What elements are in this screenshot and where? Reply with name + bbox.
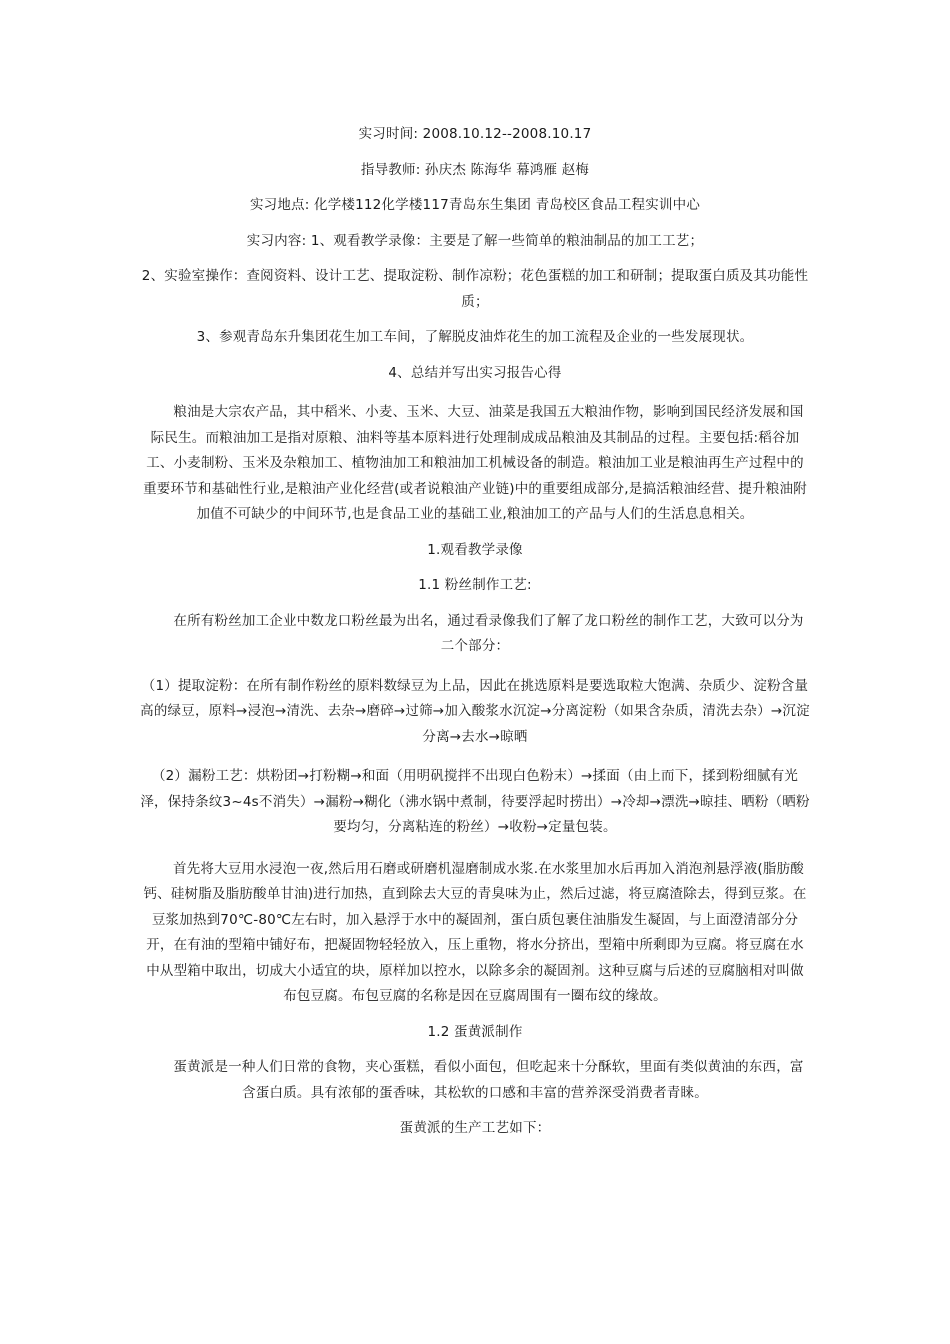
tofu-paragraph: 首先将大豆用水浸泡一夜,然后用石磨或研磨机湿磨制成水浆.在水浆里加水后再加入消泡剂悬浮液(脂肪酸钙、硅树脂及脂肪酸单甘油)进行加热，直到除去大豆的青臭味为止，然后过滤，将豆腐渣除去，得到豆浆。在豆浆加热到70℃-80℃左右时，加入悬浮于水中的凝固剂，蛋白质包裹住油脂发生凝固，与上面澄清部分分开，在有油的型箱中铺好布，把凝固物轻轻放入，压上重物，将水分挤出，型箱中所剩即为豆腐。将豆腐在水中从型箱中取出，切成大小适宜的块，原样加以控水，以除多余的凝固剂。这种豆腐与后述的豆腐脑相对叫做布包豆腐。布包豆腐的名称是因在豆腐周围有一圈布纹的缘故。: [143, 860, 807, 1004]
internship-content-1: 实习内容: 1、观看教学录像：主要是了解一些简单的粮油制品的加工工艺；: [246, 232, 704, 249]
internship-location: 实习地点: 化学楼112化学楼117青岛东生集团 青岛校区食品工程实训中心: [249, 197, 701, 213]
egg-pie-process-heading: 蛋黄派的生产工艺如下：: [399, 1120, 551, 1136]
internship-time: 实习时间: 2008.10.12--2008.10.17: [358, 126, 592, 142]
section-1-1-title: 1.1 粉丝制作工艺:: [418, 577, 532, 593]
section-1-title: 1.观看教学录像: [427, 541, 523, 558]
section-1-1-intro: 在所有粉丝加工企业中数龙口粉丝最为出名，通过看录像我们了解了龙口粉丝的制作工艺，大致可以分为二个部分：: [173, 612, 804, 654]
intro-paragraph: 粮油是大宗农产品，其中稻米、小麦、玉米、大豆、油菜是我国五大粮油作物，影响到国民经济发展和国际民生。而粮油加工是指对原粮、油料等基本原料进行处理制成成品粮油及其制品的过程。主要包括:稻谷加工、小麦制粉、玉米及杂粮加工、植物油加工和粮油加工机械设备的制造。粮油加工业是粮油再生产过程中的重要环节和基础性行业,是粮油产业化经营(或者说粮油产业链)中的重要组成部分,是搞活粮油经营、提升粮油附加值不可缺少的中间环节,也是食品工业的基础工业,粮油加工的产品与人们的生活息息相关。: [143, 404, 807, 522]
egg-pie-paragraph: 蛋黄派是一种人们日常的食物，夹心蛋糕，看似小面包，但吃起来十分酥软，里面有类似黄油的东西，富含蛋白质。具有浓郁的蛋香味，其松软的口感和丰富的营养深受消费者青睐。: [173, 1059, 804, 1101]
supervising-teachers: 指导教师: 孙庆杰 陈海华 幕鸿雁 赵梅: [360, 161, 590, 178]
internship-content-3: 3、参观青岛东升集团花生加工车间，了解脱皮油炸花生的加工流程及企业的一些发展现状。: [196, 329, 754, 345]
process-step-1: （1）提取淀粉：在所有制作粉丝的原料数绿豆为上品，因此在挑选原料是要选取粒大饱满、杂质少、淀粉含量高的绿豆，原料→浸泡→清洗、去杂→磨碎→过筛→加入酸浆水沉淀→分离淀粉（如果含杂质，清洗去杂）→沉淀分离→去水→晾晒: [140, 677, 810, 745]
process-step-2: （2）漏粉工艺：烘粉团→打粉糊→和面（用明矾搅拌不出现白色粉末）→揉面（由上而下，揉到粉细腻有光泽，保持条纹3~4s不消失）→漏粉→糊化（沸水锅中煮制，待要浮起时捞出）→冷却→漂洗→晾挂、晒粉（晒粉要均匀，分离粘连的粉丝）→收粉→定量包装。: [140, 768, 810, 835]
section-1-2-title: 1.2 蛋黄派制作: [427, 1023, 523, 1040]
internship-content-4: 4、总结并写出实习报告心得: [388, 364, 562, 381]
document-page: [140, 122, 810, 1142]
internship-content-2: 2、实验室操作：查阅资料、设计工艺、提取淀粉、制作凉粉；花色蛋糕的加工和研制；提取蛋白质及其功能性质；: [141, 268, 809, 310]
